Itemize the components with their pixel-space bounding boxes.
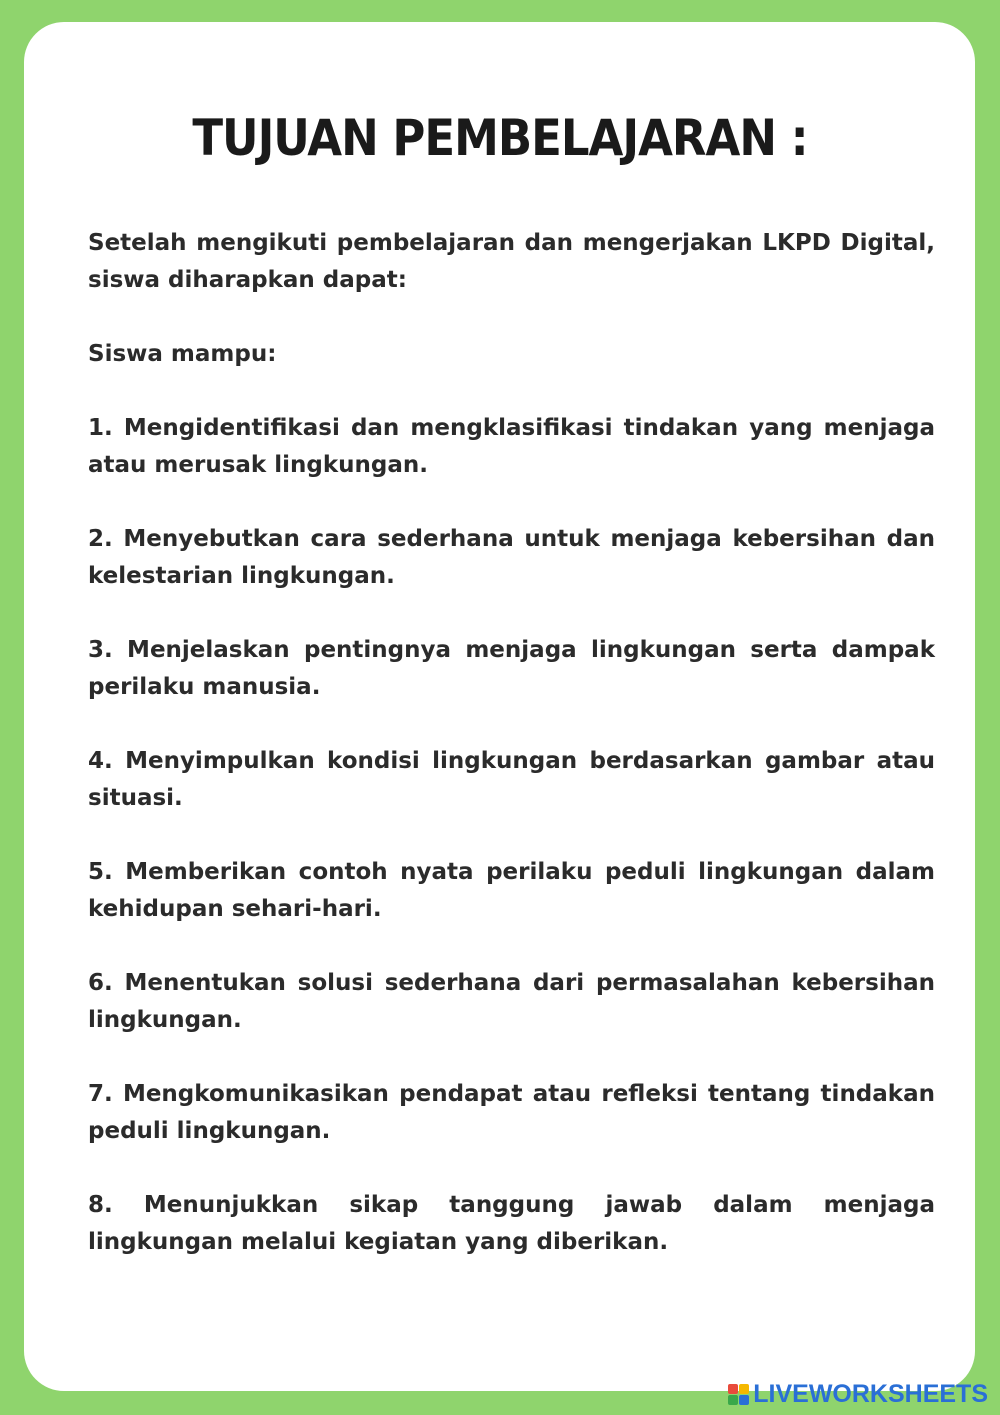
objective-item-5: 5. Memberikan contoh nyata perilaku peduli lingkungan dalam kehidupan sehari-hari.	[88, 859, 935, 922]
logo-text: LIVEWORKSHEETS	[753, 1380, 988, 1408]
liveworksheets-logo[interactable]	[728, 1380, 988, 1409]
objective-item-1: 1. Mengidentifikasi dan mengklasifikasi tindakan yang menjaga atau merusak lingkungan.	[88, 415, 935, 478]
objective-item-7: 7. Mengkomunikasikan pendapat atau refleksi tentang tindakan peduli lingkungan.	[88, 1081, 935, 1144]
objective-item-8: 8. Menunjukkan sikap tanggung jawab dalam menjaga lingkungan melalui kegiatan yang diberikan.	[88, 1192, 935, 1255]
objective-item-2: 2. Menyebutkan cara sederhana untuk menjaga kebersihan dan kelestarian lingkungan.	[88, 526, 935, 589]
page-title: TUJUAN PEMBELAJARAN :	[192, 109, 808, 167]
objective-item-4: 4. Menyimpulkan kondisi lingkungan berdasarkan gambar atau situasi.	[88, 748, 935, 811]
objective-item-6: 6. Menentukan solusi sederhana dari permasalahan kebersihan lingkungan.	[88, 970, 935, 1033]
subheading: Siswa mampu:	[88, 341, 277, 367]
objectives-content	[88, 225, 935, 1261]
intro-text: Setelah mengikuti pembelajaran dan mengerjakan LKPD Digital, siswa diharapkan dapat:	[88, 230, 935, 293]
objective-item-3: 3. Menjelaskan pentingnya menjaga lingkungan serta dampak perilaku manusia.	[88, 637, 935, 700]
liveworksheets-logo-icon	[728, 1384, 749, 1405]
